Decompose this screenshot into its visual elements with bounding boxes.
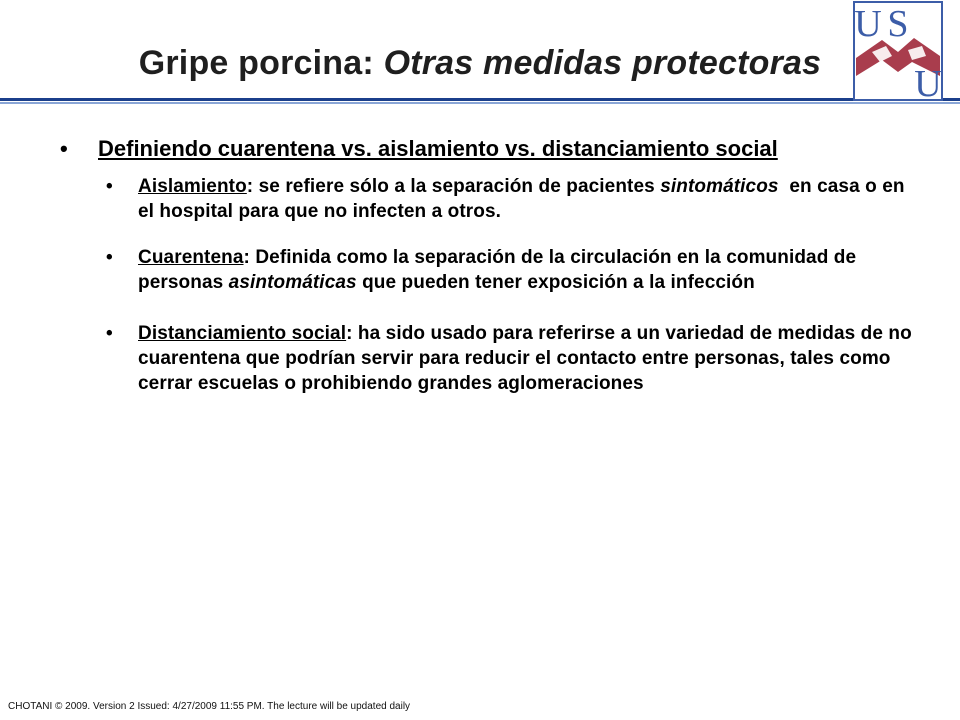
sub-bullet-body-end: que pueden tener exposición a la infección bbox=[356, 272, 755, 293]
sub-bullet-list bbox=[106, 174, 920, 396]
title-plain-part: Gripe porcina: bbox=[138, 44, 384, 82]
bullet-dot: • bbox=[106, 323, 113, 344]
sub-bullet-text bbox=[138, 174, 920, 224]
sub-bullet-italic: sintomáticos bbox=[660, 176, 779, 197]
sub-bullet-text bbox=[138, 245, 920, 295]
bullet-dot: • bbox=[106, 247, 113, 268]
title-divider-dark bbox=[0, 98, 960, 101]
sub-bullet-cuarentena bbox=[106, 245, 920, 295]
sub-bullet-body-end: en casa o en el hospital para que no infecten a otros. bbox=[138, 176, 910, 222]
sub-bullet-italic: asintomáticas bbox=[228, 272, 357, 293]
term-cuarentena: Cuarentena bbox=[138, 247, 244, 268]
sub-bullet-body: : Definida como la separación de la circulación en la comunidad de personas bbox=[138, 247, 857, 293]
sub-bullet-distanciamiento bbox=[106, 321, 920, 396]
title-italic-part: Otras medidas protectoras bbox=[383, 44, 822, 82]
term-distanciamiento-social: Distanciamiento social bbox=[138, 323, 347, 344]
logo-letter-3: U bbox=[914, 63, 942, 104]
logo-letter-2: S bbox=[887, 3, 909, 45]
logo-letter-1: U bbox=[854, 3, 882, 45]
main-bullet-text: Definiendo cuarentena vs. aislamiento vs. distanciamiento social bbox=[98, 136, 778, 161]
slide-title bbox=[0, 44, 960, 83]
bullet-dot: • bbox=[106, 176, 113, 197]
sub-bullet-body: : se refiere sólo a la separación de pacientes bbox=[246, 176, 661, 197]
usu-logo-icon bbox=[852, 0, 944, 104]
main-bullet bbox=[60, 136, 920, 162]
title-divider-light bbox=[0, 102, 960, 104]
bullet-dot: • bbox=[60, 136, 68, 161]
slide-footer: CHOTANI © 2009. Version 2 Issued: 4/27/2009 11:55 PM. The lecture will be updated daily bbox=[8, 701, 411, 712]
term-aislamiento: Aislamiento bbox=[138, 176, 247, 197]
slide-content bbox=[60, 136, 920, 417]
sub-bullet-text bbox=[138, 321, 920, 396]
sub-bullet-aislamiento bbox=[106, 174, 920, 224]
sub-bullet-body: : ha sido usado para referirse a un variedad de medidas de no cuarentena que podrían servir para reducir el contacto entre personas, tales como cerrar escuelas o prohibiendo grandes aglomeraciones bbox=[138, 323, 912, 394]
